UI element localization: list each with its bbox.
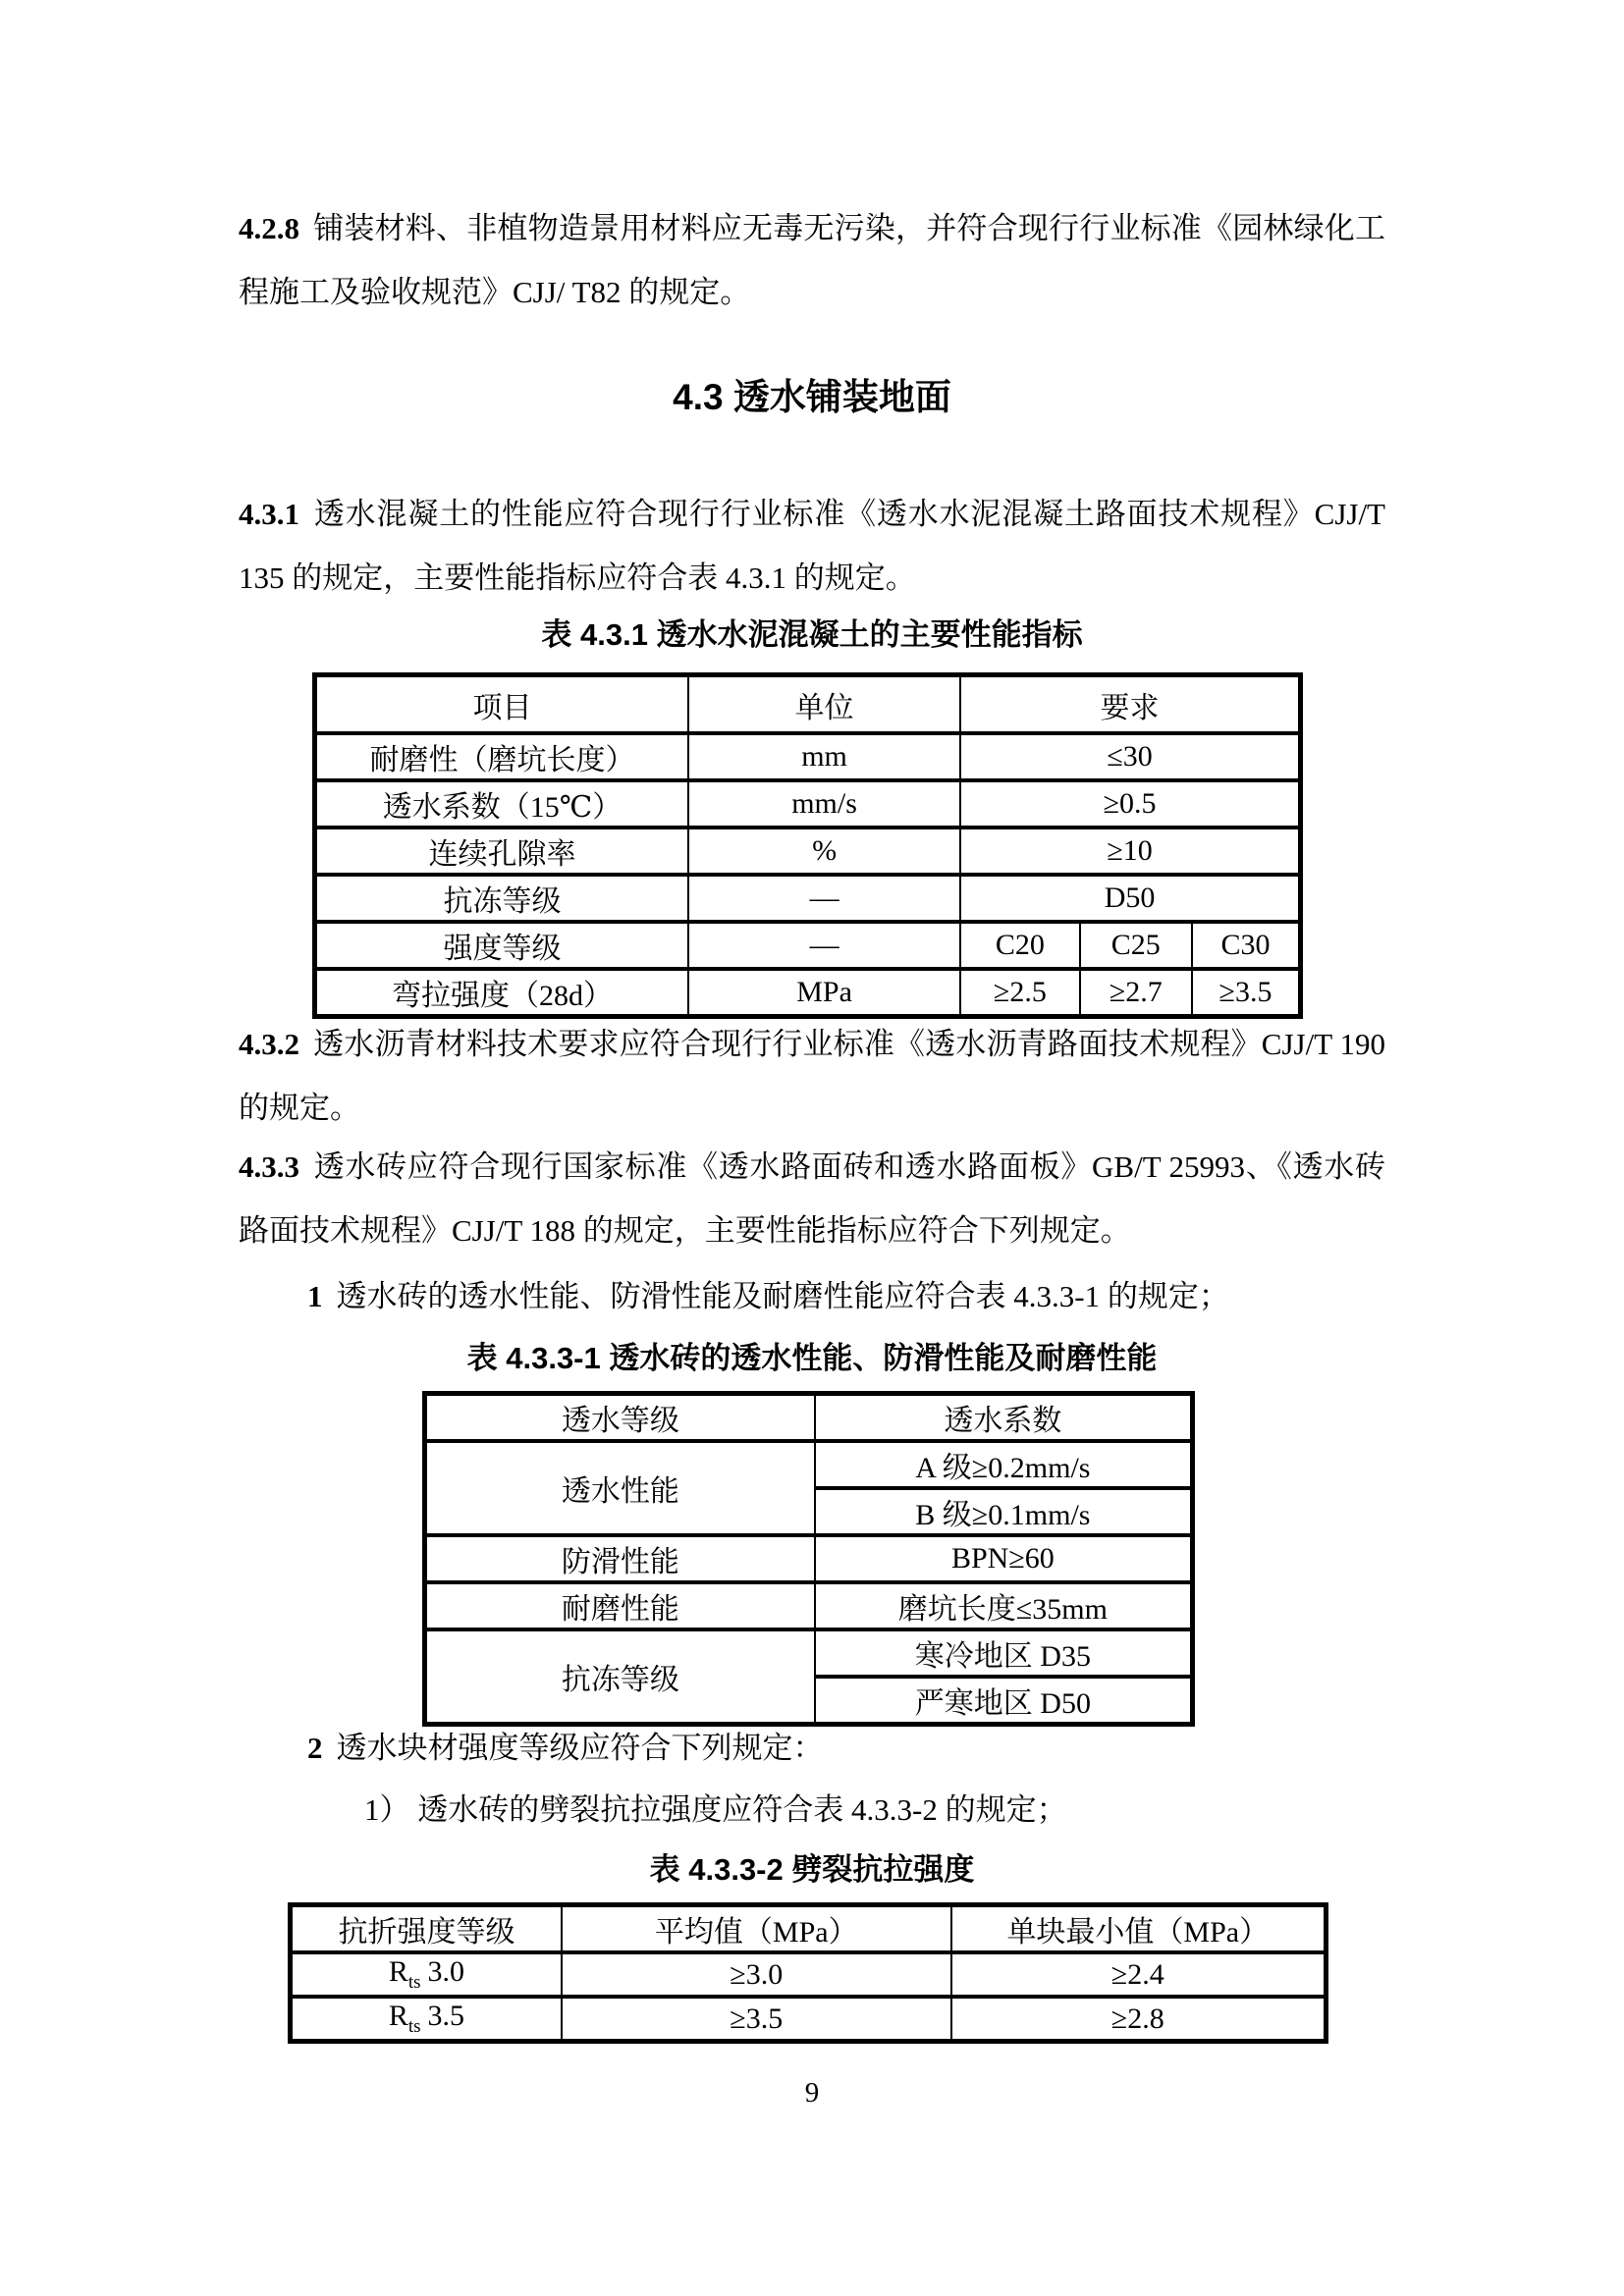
item-text: 透水砖的透水性能、防滑性能及耐磨性能应符合表 4.3.3-1 的规定； (336, 1279, 1229, 1313)
table-cell: ≥2.7 (1080, 969, 1192, 1017)
clause-number: 4.3.2 (239, 1027, 299, 1061)
table-cell: 抗冻等级 (315, 875, 689, 922)
table-header-cell: 透水系数 (815, 1394, 1193, 1442)
table-cell: ≥10 (960, 828, 1300, 875)
table-cell: BPN≥60 (815, 1535, 1193, 1582)
table-row (315, 780, 1301, 828)
clause-number: 4.3.3 (239, 1149, 299, 1184)
paragraph-4-3-2 (239, 1012, 1385, 1140)
paragraph-4-3-3 (239, 1135, 1385, 1262)
table-cell: MPa (688, 969, 960, 1017)
item-number: 1 (307, 1279, 323, 1313)
table-4-3-3-1-caption: 表 4.3.3-1 透水砖的透水性能、防滑性能及耐磨性能 (466, 1341, 1158, 1375)
table-cell: 磨坑长度≤35mm (815, 1582, 1193, 1629)
list-item-1 (307, 1264, 1385, 1328)
paragraph-4-3-1 (239, 482, 1385, 610)
clause-text: 透水混凝土的性能应符合现行行业标准《透水水泥混凝土路面技术规程》CJJ/T 135 的规定，主要性能指标应符合表 4.3.1 的规定。 (239, 497, 1385, 595)
table-cell: C25 (1080, 922, 1192, 969)
table-header-cell: 透水等级 (425, 1394, 815, 1442)
table-cell: 严寒地区 D50 (815, 1677, 1193, 1725)
strength-grade-symbol: R (388, 1955, 408, 1988)
table-header-cell: 项目 (315, 675, 689, 734)
table-cell: ≥2.8 (951, 1997, 1326, 2042)
table-cell: 强度等级 (315, 922, 689, 969)
clause-text: 铺装材料、非植物造景用材料应无毒无污染，并符合现行行业标准《园林绿化工程施工及验收规范》CJJ/ T82 的规定。 (239, 211, 1385, 309)
table-header-row (425, 1394, 1193, 1442)
table-4-3-1-caption: 表 4.3.1 透水水泥混凝土的主要性能指标 (541, 617, 1083, 652)
table-cell (291, 1952, 562, 1997)
table-cell: C30 (1192, 922, 1300, 969)
table-cell: 耐磨性（磨坑长度） (315, 733, 689, 780)
table-header-cell: 平均值（MPa） (562, 1905, 951, 1953)
table-cell: ≥2.5 (960, 969, 1079, 1017)
table-4-3-1 (312, 672, 1303, 1019)
table-cell: 透水系数（15℃） (315, 780, 689, 828)
table-4-3-3-2-caption: 表 4.3.3-2 劈裂抗拉强度 (649, 1852, 975, 1887)
table-cell: 寒冷地区 D35 (815, 1629, 1193, 1677)
strength-grade-value: 3.5 (427, 2000, 465, 2032)
table-cell: ≥3.5 (562, 1997, 951, 2042)
table-row (291, 1997, 1326, 2042)
table-cell: mm/s (688, 780, 960, 828)
table-header-row (291, 1905, 1326, 1953)
table-cell: ≥3.5 (1192, 969, 1300, 1017)
table-cell: % (688, 828, 960, 875)
table-header-cell: 单位 (688, 675, 960, 734)
list-item-2-1: 1） 透水砖的劈裂抗拉强度应符合表 4.3.3-2 的规定； (364, 1792, 1067, 1827)
page-number: 9 (804, 2077, 820, 2109)
table-cell: 防滑性能 (425, 1535, 815, 1582)
strength-grade-value: 3.0 (427, 1955, 465, 1988)
table-cell: B 级≥0.1mm/s (815, 1488, 1193, 1535)
clause-text: 透水砖应符合现行国家标准《透水路面砖和透水路面板》GB/T 25993、《透水砖路面技术规程》CJJ/T 188 的规定，主要性能指标应符合下列规定。 (239, 1149, 1385, 1248)
table-header-cell: 抗折强度等级 (291, 1905, 562, 1953)
table-row (315, 969, 1301, 1017)
table-cell: — (688, 922, 960, 969)
table-cell: 透水性能 (425, 1441, 815, 1535)
clause-text: 透水沥青材料技术要求应符合现行行业标准《透水沥青路面技术规程》CJJ/T 190 的规定。 (239, 1027, 1385, 1125)
table-cell: ≥0.5 (960, 780, 1300, 828)
strength-grade-subscript: ts (407, 2016, 421, 2037)
table-cell: 弯拉强度（28d） (315, 969, 689, 1017)
table-4-3-3-1 (422, 1391, 1195, 1727)
table-cell (291, 1997, 562, 2042)
table-cell: 耐磨性能 (425, 1582, 815, 1629)
table-header-cell: 单块最小值（MPa） (951, 1905, 1326, 1953)
table-cell: A 级≥0.2mm/s (815, 1441, 1193, 1488)
table-row (315, 828, 1301, 875)
table-cell: — (688, 875, 960, 922)
table-row (291, 1952, 1326, 1997)
section-heading-4-3: 4.3 透水铺装地面 (673, 377, 951, 417)
table-cell: 连续孔隙率 (315, 828, 689, 875)
table-cell: D50 (960, 875, 1300, 922)
clause-number: 4.2.8 (239, 211, 299, 245)
item-text: 透水块材强度等级应符合下列规定： (336, 1731, 824, 1765)
item-number: 2 (307, 1731, 323, 1765)
table-cell: ≤30 (960, 733, 1300, 780)
paragraph-4-2-8 (239, 196, 1385, 324)
strength-grade-subscript: ts (407, 1972, 421, 1993)
table-header-row (315, 675, 1301, 734)
clause-number: 4.3.1 (239, 497, 299, 531)
table-row (425, 1441, 1193, 1488)
table-row (315, 922, 1301, 969)
table-row (425, 1535, 1193, 1582)
table-cell: ≥2.4 (951, 1952, 1326, 1997)
table-row (315, 733, 1301, 780)
table-4-3-3-2 (288, 1902, 1328, 2044)
table-cell: mm (688, 733, 960, 780)
table-cell: 抗冻等级 (425, 1629, 815, 1725)
table-row (425, 1629, 1193, 1677)
table-row (425, 1582, 1193, 1629)
table-cell: C20 (960, 922, 1079, 969)
table-cell: ≥3.0 (562, 1952, 951, 1997)
table-row (315, 875, 1301, 922)
table-header-cell: 要求 (960, 675, 1300, 734)
list-item-2 (307, 1716, 1385, 1780)
strength-grade-symbol: R (388, 2000, 408, 2032)
